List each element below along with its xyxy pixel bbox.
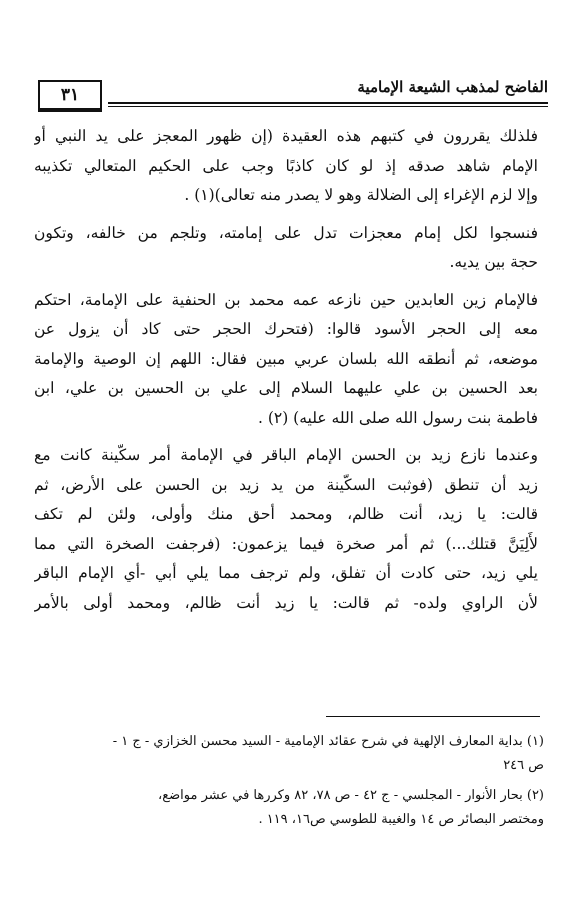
- running-title: الفاضح لمذهب الشيعة الإمامية: [357, 78, 548, 96]
- footnote-line: (٢) بحار الأنوار - المجلسي - ج ٤٢ - ص ٧٨، ٨٢ وكررها في عشر مواضع،: [158, 788, 544, 803]
- footnote-separator: [326, 716, 540, 717]
- text-line: فلذلك يقررون في كتبهم هذه العقيدة (إن ظهور المعجز على يد النبي أو: [34, 127, 538, 145]
- main-text: [34, 122, 538, 626]
- text-line: لأن الراوي ولده- ثم قالت: يا زيد أنت ظالم، ومحمد أولى بالأمر: [34, 593, 538, 612]
- text-line: فالإمام زين العابدين حين نازعه عمه محمد بن الحنفية على الإمامة، احتكم: [34, 290, 538, 309]
- page-number: ٣١: [38, 80, 102, 112]
- footnote: [34, 784, 544, 832]
- text-line: لأَلِيَنَّ قتلك...) ثم أمر صخرة فيما يزعمون: (فرجفت الصخرة التي مما: [34, 534, 538, 553]
- paragraph: [34, 286, 538, 434]
- header-rule: [108, 102, 548, 107]
- paragraph: [34, 219, 538, 278]
- paragraph: [34, 441, 538, 618]
- text-line: قالت: يا زيد، أنت ظالم، ومحمد أحق منك وأولى، ولئن لم تكف: [34, 505, 538, 523]
- footnote: [34, 730, 544, 778]
- footnote-line: ومختصر البصائر ص ١٤ والغيبة للطوسي ص١٦، ١١٩ .: [258, 812, 544, 827]
- footnotes: [34, 730, 544, 838]
- text-line: بعد الحسين بن علي عليهما السلام إلى علي بن الحسين بن علي، ابن: [34, 379, 538, 397]
- text-line: موضعه، ثم أنطقه الله بلسان عربي مبين فقال: اللهم إن الوصية والإمامة: [34, 349, 538, 368]
- text-line: الإمام شاهد صدقه إذ لو كان كاذبًا وجب على الحكيم المتعالي تكذيبه: [34, 156, 538, 175]
- text-line: فاطمة بنت رسول الله صلى الله عليه) (٢) .: [257, 408, 538, 427]
- text-line: حجة بين يديه.: [449, 253, 538, 271]
- footnote-line: ص ٢٤٦: [503, 758, 544, 773]
- paragraph: [34, 122, 538, 211]
- text-line: زيد أن تنطق (فوثبت السكّينة من يد زيد بن الحسن على الأرض، ثم: [34, 475, 538, 494]
- page-header: [38, 74, 548, 108]
- text-line: فنسجوا لكل إمام معجزات تدل على إمامته، وتلجم من خالفه، وتكون: [34, 223, 538, 242]
- footnote-line: (١) بداية المعارف الإلهية في شرح عقائد الإمامية - السيد محسن الخزازي - ج ١ -: [112, 734, 544, 749]
- text-line: وعندما نازع زيد بن الحسن الإمام الباقر في الإمامة أمر سكّينة كانت مع: [34, 446, 538, 464]
- text-line: معه إلى الحجر الأسود قالوا: (فتحرك الحجر حتى كاد أن يزول عن: [34, 320, 538, 338]
- text-line: وإلا لزم الإغراء إلى الضلالة وهو لا يصدر منه تعالى)(١) .: [184, 186, 538, 204]
- text-line: يلي زيد، حتى كادت أن تفلق، ولم ترجف مما يلي أبي -أي الإمام الباقر: [34, 564, 538, 582]
